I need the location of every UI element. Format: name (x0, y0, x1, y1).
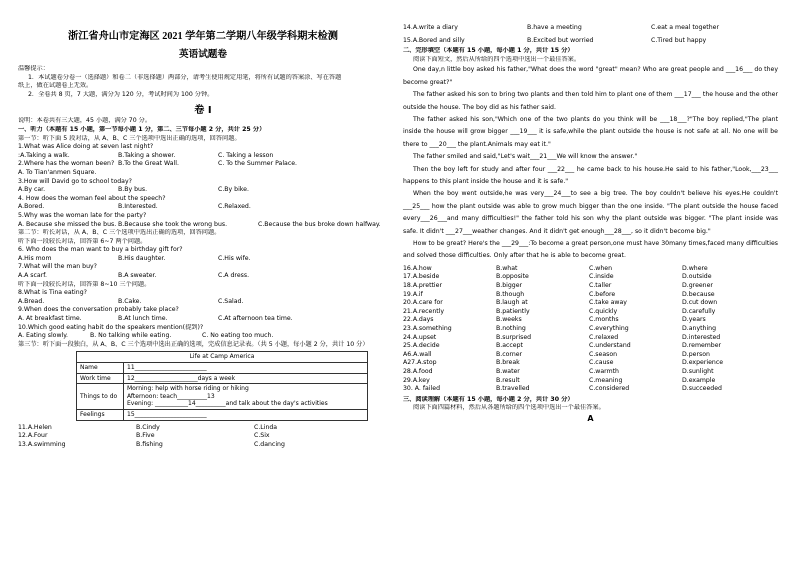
option: B.have a meeting (527, 24, 582, 31)
option: B.fishing (136, 440, 163, 448)
option: B.To the Great Wall. (118, 160, 179, 168)
answer-row (403, 265, 778, 274)
option: 25.A.decide (403, 342, 440, 350)
cloze-options (403, 265, 778, 394)
answer-row (18, 424, 388, 433)
answer-row (403, 368, 778, 377)
exam-subtitle: 英语试题卷 (179, 49, 227, 60)
passage-paragraph: How to be great? Here's the ___29___:To become a great person,one must have 30many times,faced many difficulties and solved those difficulties. Only after that he is able to become great. (403, 240, 778, 260)
answer-row (403, 316, 778, 325)
notes-line: 纸上，做在试题卷上无效。 (18, 82, 93, 90)
option: C.At afternoon tea time. (218, 315, 293, 323)
option: C.eat a meal together (651, 24, 719, 31)
question: 6. Who does the man want to buy a birthday gift for? (18, 246, 183, 254)
left-column (18, 0, 388, 562)
passage-paragraph: The father smiled and said,"Let's wait___21___We will know the answer." (413, 153, 638, 161)
part-1-instruction: 第一节：听下面 5 段对话，从 A、B、C 三个选项中选出正确的选项，回答问题。 (18, 134, 241, 142)
table-value (124, 384, 368, 410)
passage-paragraph: One day,n little boy asked his father,"What does the word "great" mean? Who are great people and ___16___ do they become great?" (403, 66, 778, 86)
option: C.By bike. (218, 186, 249, 194)
option: 15.A.Bored and silly (403, 36, 465, 44)
part-3-instruction: 第三节：听下面一段独白，从 A、B、C 三个选项中选出正确的选项，完成信息记录表。（共 5 小题，每小题 2 分，共计 10 分） (18, 340, 369, 348)
option: C.quickly (589, 307, 618, 315)
option: 13.A.swimming (18, 440, 66, 448)
table-row (77, 373, 368, 384)
option: 18.A.prettier (403, 282, 442, 290)
answer-options (18, 424, 388, 450)
options (18, 298, 388, 307)
notes-line: 1．本试题卷分卷一（选择题）和卷二（非选择题）两部分，请考生使用规定用笔，将所有试题的答案涂、写在答题 (28, 73, 342, 81)
option: B.water (496, 368, 520, 375)
answer-row (403, 299, 778, 308)
option: C. Taking a lesson (218, 151, 274, 159)
option: C.considered (589, 385, 630, 393)
top-options (403, 24, 778, 45)
exam-title: 浙江省舟山市定海区 2021 学年第二学期八年级学科期末检测 (68, 31, 338, 42)
answer-row (403, 351, 778, 360)
option: C.meaning (589, 376, 623, 384)
option: C.Because the bus broke down halfway. (258, 220, 381, 228)
section-2-note: 阅读下面短文，然后从所给的四个选项中选出一个最佳答案。 (413, 55, 581, 63)
option: D.remember (682, 342, 722, 350)
option: A. Because she missed the bus. (18, 220, 117, 228)
option: B.break (496, 359, 520, 367)
option: 20.A.care for (403, 299, 443, 307)
table-title: Life at Camp America (77, 352, 368, 363)
option: C.A dress. (218, 272, 250, 280)
option: B.Excited but worried (527, 36, 594, 44)
question: 4. How does the woman feel about the speech? (18, 194, 166, 202)
option: B.travelled (496, 385, 530, 393)
option: B.A sweater. (118, 272, 157, 280)
option: A6.A.wall (403, 350, 432, 358)
option: C.season (589, 350, 618, 358)
option: C.cause (589, 359, 614, 367)
option: A.His mom (18, 254, 52, 262)
question: 10.Which good eating habit do the speakers mention(提到)? (18, 323, 204, 331)
passage-a-heading: A (587, 413, 594, 423)
table-key: Feelings (77, 409, 124, 420)
option: A.Bored. (18, 203, 45, 211)
option: D.where (682, 264, 708, 272)
answer-row (403, 308, 778, 317)
option: 16.A.how (403, 264, 432, 272)
notes (18, 65, 388, 99)
option: A.By car. (18, 186, 46, 194)
option: 24.A.upset (403, 333, 437, 341)
options (18, 255, 388, 264)
passage-paragraph: The father asked his son,"Which one of the two plants do you think will be ___18___?"The boy replied,"The plant inside the house will grow bigger ___19___ it is safe,while the plant outside the house is not safe at all. No one will be there to ___20___ the plant.Animals may eat it." (403, 116, 778, 148)
option: B.Cake. (118, 297, 142, 305)
passage-paragraph: Then the boy left for study and after four ___22___ he came back to his house.He said to his father,"Look,___23___ happens to this plant inside the house and it is safe." (403, 165, 778, 186)
question: 5.Why was the woman late for the party? (18, 211, 147, 219)
part-2-subinstruction: 听下面一段较长对话，回答第 6~7 两个问题。 (18, 237, 147, 245)
answer-row (403, 37, 778, 46)
option: D.sunlight (682, 368, 714, 375)
option: B.patiently (496, 307, 530, 315)
option: B.Cindy (136, 423, 160, 431)
option: A. Eating slowly. (18, 332, 68, 340)
option: A27.A.stop (403, 359, 437, 367)
option: B.At lunch time. (118, 315, 168, 323)
part-2-instruction: 第二节：听长对话，从 A、B、C 三个选项中选出正确的选项，回答问题。 (18, 229, 221, 237)
passage-paragraph: When the boy went outside,he was very___24___to see a big tree. The boy couldn't believe his eyes.He couldn't ___25___ how the plant outside was able to grow much bigger than the one inside. "The plant outside the house faced every___26___and many difficulties!" the father told his son why the plant outside was bigger. "The plant inside was safe. It didn't ___27___weather changes. And it didn't get enough___28___, so it didn't become big." (403, 190, 778, 235)
option: C.when (589, 264, 612, 272)
option: 30. A. failed (403, 385, 441, 393)
option: B. No talking while eating. (90, 332, 172, 340)
option: D.example (682, 376, 716, 384)
question: 7.What will the man buy? (18, 263, 97, 271)
passage-paragraph: The father asked his son to bring two plants and then told him to plant one of them ___17___ the house and the other outside the house. The boy did as his father said. (403, 91, 778, 111)
option: D.because (682, 290, 715, 298)
table-value: 11________________________ (124, 363, 368, 374)
option: B.Interested. (118, 203, 158, 211)
option: B.bigger (496, 282, 523, 290)
notes-line: 温馨提示： (18, 65, 49, 72)
options (18, 332, 388, 341)
section-2-heading: 二、完形填空（本题有 15 小题，每小题 1 分，共计 15 分） (403, 47, 574, 55)
option: 11.A.Helen (18, 423, 52, 431)
option: B.though (496, 290, 525, 298)
option: A.Bread. (18, 297, 45, 305)
option: C.inside (589, 273, 614, 281)
question: 1.What was Alice doing at seven last night? (18, 143, 154, 151)
table-value: 12_____________________days a week (124, 373, 368, 384)
option: B.corner (496, 350, 523, 358)
option: C. No eating too much. (202, 332, 274, 340)
option: C.relaxed (589, 333, 619, 341)
option: B.surprised (496, 333, 532, 341)
option: C.taller (589, 282, 612, 290)
options (18, 203, 388, 212)
options (18, 315, 388, 324)
answer-row (403, 342, 778, 351)
option: 17.A.beside (403, 273, 440, 281)
option: 29.A.key (403, 376, 430, 384)
table-row (77, 363, 368, 374)
option: B.nothing (496, 325, 526, 333)
option: D.cut down (682, 299, 718, 307)
volume-heading: 卷 Ⅰ (194, 105, 212, 117)
options (18, 152, 388, 161)
table-key: Things to do (77, 384, 124, 410)
option: A. At breakfast time. (18, 315, 82, 323)
option: C.Salad. (218, 297, 244, 305)
options (18, 272, 388, 281)
table-row (77, 384, 368, 410)
option: 12.A.Four (18, 432, 48, 440)
option: C.dancing (254, 440, 285, 448)
option: C.take away (589, 299, 627, 307)
answer-row (403, 273, 778, 282)
table-value: 15________________________ (124, 409, 368, 420)
option: D.outside (682, 273, 712, 281)
option: B.Taking a shower. (118, 151, 176, 159)
option: C.Relaxed. (218, 203, 251, 211)
table-line: Afternoon: teach__________13 (127, 392, 215, 400)
option: B.laugh at (496, 299, 528, 307)
answer-row (403, 359, 778, 368)
info-table (76, 351, 368, 420)
option: A.A scarf. (18, 272, 47, 280)
option: B.weeks (496, 316, 522, 324)
options (18, 186, 388, 195)
table-row (77, 409, 368, 420)
option: C.Six (254, 432, 270, 440)
answer-row (18, 432, 388, 441)
part-2-subinstruction: 听下面一段较长对话，回答第 8~10 三个问题。 (18, 280, 151, 288)
question-row (18, 160, 388, 169)
answer-row (403, 282, 778, 291)
option: C.understand (589, 342, 631, 350)
option: D.years (682, 316, 706, 324)
section-1-heading: 一、听力（本题有 15 小题，第一节每小题 1 分，第二、三节每小题 2 分，共计 25 分） (18, 125, 266, 133)
table-line: Morning: help with horse riding or hiking (127, 385, 249, 393)
option: C.His wife. (218, 254, 251, 262)
question: 8.What is Tina eating? (18, 289, 87, 297)
option: 21.A.recently (403, 307, 445, 315)
option: 28.A.food (403, 368, 433, 375)
option: 23.A.something (403, 325, 452, 333)
notes-line: 2．全卷共 8 页，7 大题，满分为 120 分，考试时间为 100 分钟。 (28, 90, 214, 98)
option: 19.A.if (403, 290, 423, 298)
question: 3.How will David go to school today? (18, 177, 132, 185)
question: 9.When does the conversation probably take place? (18, 306, 179, 314)
option: D.interested (682, 333, 721, 341)
option: 22.A.days (403, 316, 434, 324)
table-line: Evening: ___________14__________and talk about the day's activities (127, 400, 328, 408)
answer-row (403, 325, 778, 334)
option: C.before (589, 290, 616, 298)
option: D.carefully (682, 307, 716, 315)
table-key: Name (77, 363, 124, 374)
option: D.experience (682, 359, 724, 367)
answer-row (403, 385, 778, 394)
option: C.warmth (589, 368, 619, 375)
section-3-note: 阅读下面四篇材料，然后从各题所给的四个选项中选出一个最佳答案。 (413, 404, 605, 412)
option: B.accept (496, 342, 523, 350)
option: C.Tired but happy (651, 36, 707, 44)
answer-row (18, 441, 388, 450)
answer-row (403, 291, 778, 300)
option: B.result (496, 376, 520, 384)
section-3-heading: 三、阅读理解（本题有 15 小题，每小题 2 分，共计 30 分） (403, 395, 574, 403)
option: D.anything (682, 325, 717, 333)
question: 2.Where has the woman been? (18, 160, 115, 168)
option: C.months (589, 316, 619, 324)
option: D.succeeded (682, 385, 722, 393)
right-column (403, 0, 778, 562)
option: A. To Tian'anmen Square. (18, 168, 97, 176)
option: D.person (682, 350, 710, 358)
option: B.opposite (496, 273, 529, 281)
answer-row (403, 377, 778, 386)
option: B.what (496, 264, 518, 272)
option: B.Five (136, 432, 155, 440)
option: 14.A.write a diary (403, 24, 458, 31)
option: C.Linda (254, 423, 278, 431)
cloze-passage (403, 64, 778, 263)
volume-note: 说明：本卷共有三大题，45 小题，满分 70 分。 (18, 117, 152, 125)
option: C.everything (589, 325, 629, 333)
answer-row (403, 334, 778, 343)
answer-row (403, 24, 778, 33)
option: B.His daughter. (118, 254, 166, 262)
option: B.Because she took the wrong bus. (118, 220, 228, 228)
options (18, 221, 388, 230)
option: C. To the Summer Palace. (218, 160, 298, 168)
option: :A.Taking a walk. (18, 151, 70, 159)
option: D.greener (682, 282, 713, 290)
option: B.By bus. (118, 186, 148, 194)
table-key: Work time (77, 373, 124, 384)
